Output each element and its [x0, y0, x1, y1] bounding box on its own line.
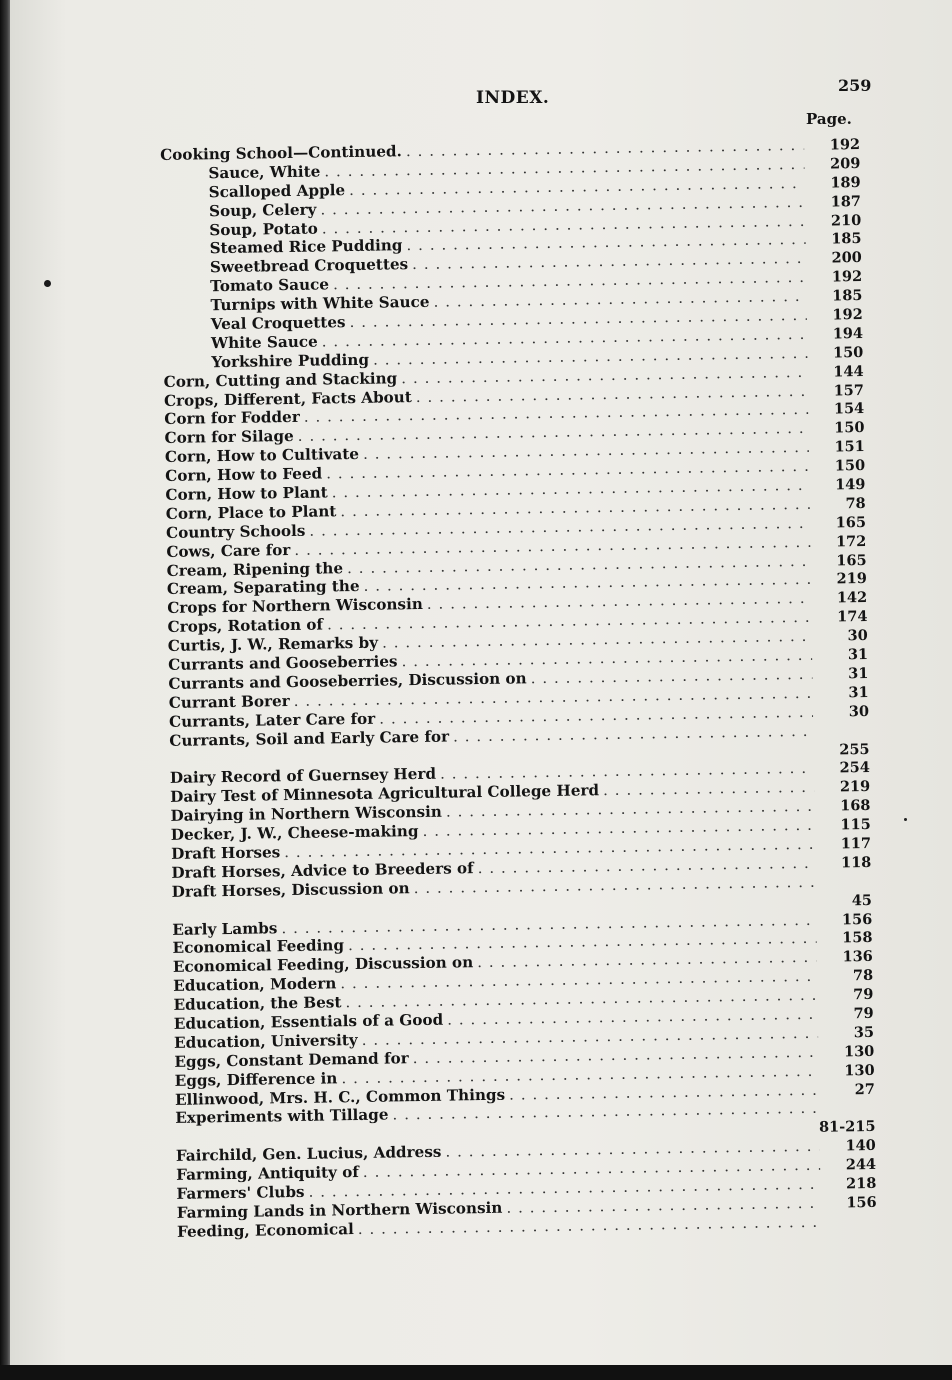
entry-page-number: 185 [831, 230, 862, 248]
entry-page-number: 149 [834, 475, 866, 494]
entry-label: White Sauce [210, 332, 318, 353]
entry-label: Corn, Cutting and Stacking [163, 368, 398, 391]
entry-page-number: 140 [845, 1137, 876, 1155]
entry-page-number: 150 [834, 457, 866, 475]
entry-page-number: 130 [843, 1042, 875, 1061]
page-number: 259 [838, 76, 872, 95]
entry-label: Crops for Northern Wisconsin [167, 595, 423, 618]
entry-page-number: 78 [845, 494, 866, 513]
entry-label: Feeding, Economical [176, 1219, 354, 1241]
entry-label: Farmers' Clubs [176, 1182, 305, 1203]
entry-label: Yorkshire Pudding [211, 350, 370, 372]
entry-label: Cream, Separating the [166, 577, 360, 599]
entry-label: Currants and Gooseberries [168, 652, 398, 674]
entry-page-number: 172 [835, 532, 867, 551]
entry-label: Soup, Celery [208, 200, 317, 220]
entry-page-number [825, 1226, 877, 1227]
entry-page-number: 150 [834, 419, 865, 437]
entry-page-number: 158 [842, 929, 873, 947]
entry-page-number: 35 [853, 1023, 875, 1042]
entry-page-number: 185 [832, 287, 863, 305]
ink-spot [904, 818, 907, 821]
entry-page-number: 31 [847, 645, 869, 664]
entry-label: Early Lambs [172, 918, 278, 939]
entry-page-number: 219 [839, 778, 871, 796]
entry-page-number: 81-215 [818, 1118, 876, 1137]
entry-label: Economical Feeding, Discussion on [172, 953, 474, 977]
entry-page-number: 244 [845, 1155, 877, 1174]
entry-page-number: 154 [833, 400, 865, 418]
entry-page-number: 255 [839, 740, 870, 758]
bleed-through-text [320, 86, 328, 105]
page-bottom-edge [0, 1365, 952, 1380]
index-page [10, 0, 952, 1365]
entry-label: Education, University [173, 1030, 358, 1052]
entry-page-number: 30 [847, 627, 868, 645]
entry-label: Turnips with White Sauce [210, 292, 430, 315]
entry-label: Tomato Sauce [210, 275, 330, 296]
entry-label: Education, Modern [173, 974, 337, 996]
entry-label: Soup, Potato [209, 219, 318, 239]
entry-page-number: 31 [848, 683, 869, 702]
book-gutter [0, 0, 10, 1380]
entry-page-number: 136 [842, 948, 873, 966]
entry-page-number: 130 [844, 1061, 875, 1080]
entry-page-number: 157 [833, 381, 865, 400]
page-title: INDEX. [476, 88, 550, 108]
entry-label: Steamed Rice Pudding [209, 236, 403, 258]
entry-page-number: 78 [852, 967, 874, 985]
entry-page-number: 156 [846, 1193, 877, 1212]
entry-page-number: 144 [833, 362, 864, 381]
index-entries [160, 135, 877, 1242]
ink-spot [44, 280, 51, 287]
entry-page-number: 209 [829, 154, 861, 173]
entry-page-number: 218 [845, 1174, 877, 1193]
entry-page-number: 118 [840, 853, 872, 872]
entry-label: Corn for Silage [164, 427, 294, 448]
entry-page-number: 31 [848, 664, 869, 683]
page-column-header: Page. [806, 110, 852, 128]
entry-label: Eggs, Difference in [174, 1068, 338, 1090]
entry-page-number: 117 [840, 834, 872, 853]
entry-page-number: 174 [837, 608, 868, 626]
entry-page-number: 219 [836, 570, 868, 588]
entry-page-number: 156 [841, 910, 873, 928]
entry-label: Cream, Ripening the [166, 558, 344, 580]
entry-label: Education, the Best [173, 993, 342, 1014]
entry-label: Currants, Later Care for [168, 709, 376, 731]
entry-label: Currant Borer [168, 691, 290, 712]
entry-page-number: 79 [853, 1004, 874, 1023]
entry-label: Draft Horses, Discussion on [171, 878, 410, 901]
entry-label: Farming, Antiquity of [176, 1163, 359, 1184]
entry-label: Economical Feeding [172, 936, 345, 958]
entry-page-number: 192 [832, 305, 863, 324]
entry-label: Currants and Gooseberries, Discussion on [168, 669, 527, 693]
entry-page-number: 168 [840, 797, 871, 815]
entry-page-number: 142 [836, 589, 868, 607]
entry-label: Corn, How to Feed [165, 464, 323, 486]
entry-label: Corn for Fodder [164, 408, 300, 429]
entry-page-number: 45 [851, 891, 873, 909]
entry-page-number: 165 [835, 513, 867, 532]
entry-label: Fairchild, Gen. Lucius, Address [175, 1142, 442, 1166]
entry-page-number [820, 886, 872, 887]
entry-label: Curtis, J. W., Remarks by [167, 633, 379, 656]
entry-page-number: 187 [830, 192, 862, 211]
entry-label: Corn, Place to Plant [165, 502, 337, 523]
entry-page-number: 200 [831, 249, 862, 267]
entry-page-number: 192 [829, 136, 861, 154]
entry-page-number: 151 [834, 438, 865, 456]
entry-page-number: 115 [840, 815, 871, 834]
entry-page-number: 254 [839, 759, 870, 777]
entry-label: Veal Croquettes [210, 313, 346, 334]
entry-label: Cooking School—Continued. [160, 142, 403, 164]
entry-page-number: 210 [830, 211, 862, 230]
entry-label: Corn, How to Plant [165, 483, 328, 504]
entry-page-number: 192 [831, 268, 863, 286]
entry-label: Draft Horses, Advice to Breeders of [171, 859, 474, 882]
entry-label: Cows, Care for [166, 540, 291, 561]
entry-page-number: 194 [832, 324, 864, 343]
entry-label: Corn, How to Cultivate [164, 445, 360, 467]
entry-page-number: 189 [830, 173, 861, 192]
entry-label: Crops, Rotation of [167, 615, 324, 637]
entry-label: Sauce, White [208, 162, 321, 183]
entry-label: Eggs, Constant Demand for [174, 1048, 409, 1071]
entry-page-number: 79 [853, 985, 874, 1004]
entry-label: Experiments with Tillage [175, 1105, 389, 1128]
entry-label: Draft Horses [170, 843, 281, 863]
entry-label: Ellinwood, Mrs. H. C., Common Things [174, 1085, 506, 1109]
entry-label: Dairy Record of Guernsey Herd [169, 765, 437, 788]
entry-label: Currants, Soil and Early Care for [169, 727, 450, 750]
entry-label: Dairying in Northern Wisconsin [170, 802, 443, 826]
entry-label: Sweetbread Croquettes [209, 255, 409, 277]
entry-page-number: 150 [832, 343, 864, 362]
entry-label: Decker, J. W., Cheese-making [170, 822, 419, 844]
entry-page-number: 165 [836, 551, 867, 570]
entry-label: Crops, Different, Facts About [163, 387, 412, 410]
entry-label: Dairy Test of Minnesota Agricultural College Herd [170, 781, 600, 807]
entry-label: Education, Essentials of a Good [173, 1010, 444, 1033]
entry-page-number [823, 1112, 875, 1113]
entry-label: Farming Lands in Northern Wisconsin [176, 1198, 503, 1222]
entry-label: Scalloped Apple [208, 180, 346, 202]
entry-label: Country Schools [165, 521, 306, 542]
entry-page-number: 27 [854, 1080, 876, 1098]
entry-page-number [817, 735, 869, 736]
entry-page-number: 30 [848, 702, 870, 720]
